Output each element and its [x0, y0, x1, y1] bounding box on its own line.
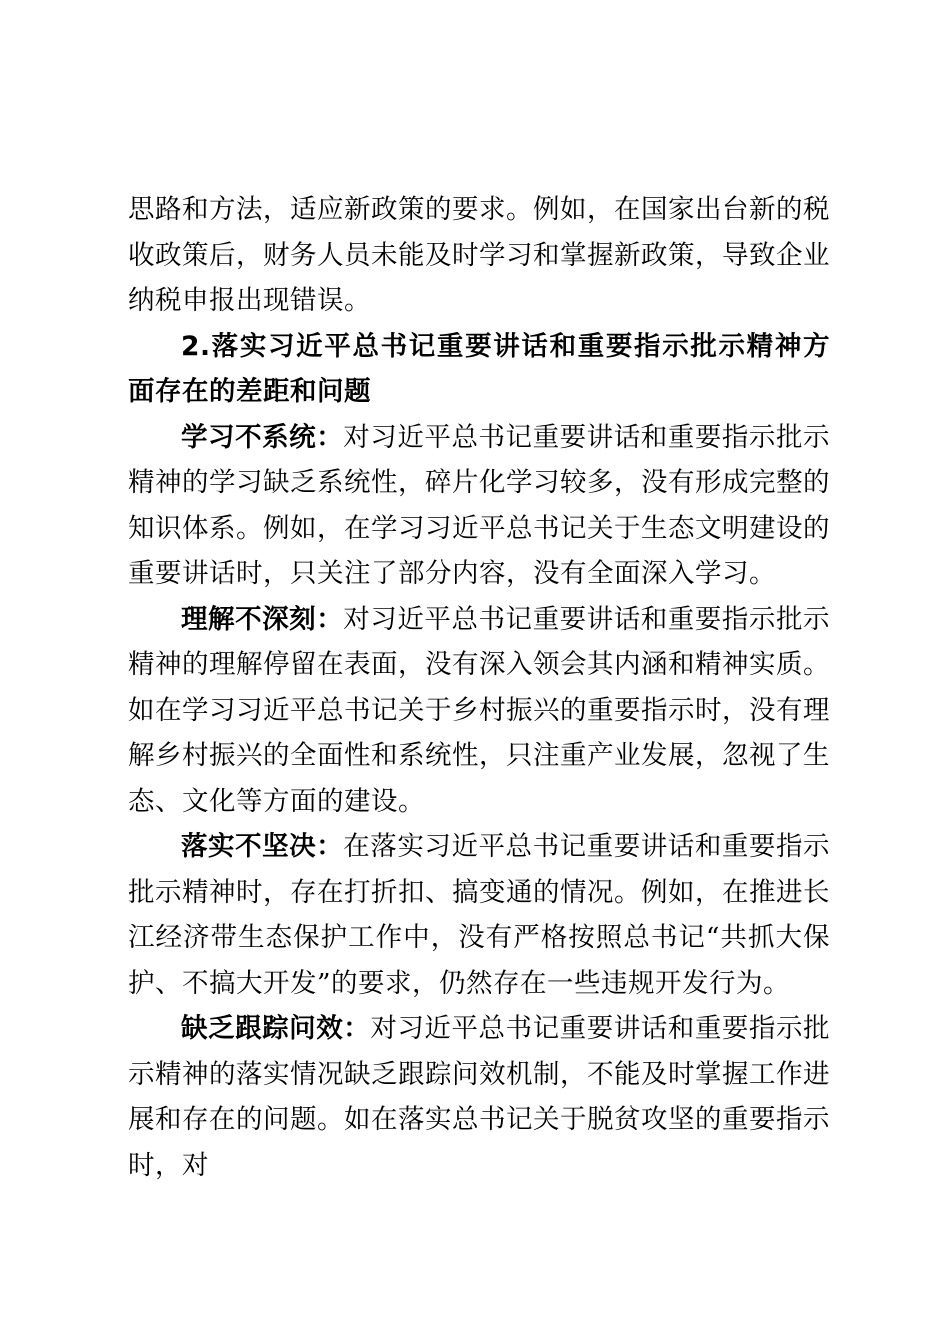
item-text: 对习近平总书记重要讲话和重要指示批示精神的学习缺乏系统性，碎片化学习较多，没有形成完整的知识体系。例如，在学习习近平总书记关于生态文明建设的重要讲话时，只关注了部分内容，没有全面深入学习。 [128, 421, 831, 589]
item-paragraph-2 [128, 597, 830, 825]
item-text: 在落实习近平总书记重要讲话和重要指示批示精神时，存在打折扣、搞变通的情况。例如，在推进长江经济带生态保护工作中，没有严格按照总书记“共抓大保护、不搞大开发”的要求，仍然存在一些违规开发行为。 [128, 831, 831, 999]
item-paragraph-1 [128, 415, 830, 597]
paragraph-text: 思路和方法，适应新政策的要求。例如，在国家出台新的税收政策后，财务人员未能及时学习和掌握新政策，导致企业纳税申报出现错误。 [128, 194, 830, 316]
item-lead: 学习不系统： [181, 421, 344, 453]
item-text: 对习近平总书记重要讲话和重要指示批示精神的理解停留在表面，没有深入领会其内涵和精神实质。如在学习习近平总书记关于乡村振兴的重要指示时，没有理解乡村振兴的全面性和系统性，只注重产业发展，忽视了生态、文化等方面的建设。 [128, 603, 831, 817]
item-lead: 缺乏跟踪问效： [181, 1013, 371, 1044]
item-text: 对习近平总书记重要讲话和重要指示批示精神的落实情况缺乏跟踪问效机制，不能及时掌握工作进展和存在的问题。如在落实总书记关于脱贫攻坚的重要指示时，对 [128, 1013, 831, 1181]
item-lead: 理解不深刻： [181, 603, 344, 635]
item-paragraph-4 [128, 1006, 830, 1188]
item-paragraph-3 [128, 824, 830, 1006]
continued-paragraph [128, 187, 830, 324]
document-body [128, 187, 830, 1188]
section-heading: 2.落实习近平总书记重要讲话和重要指示批示精神方面存在的差距和问题 [128, 330, 830, 407]
item-lead: 落实不坚决： [181, 831, 344, 862]
